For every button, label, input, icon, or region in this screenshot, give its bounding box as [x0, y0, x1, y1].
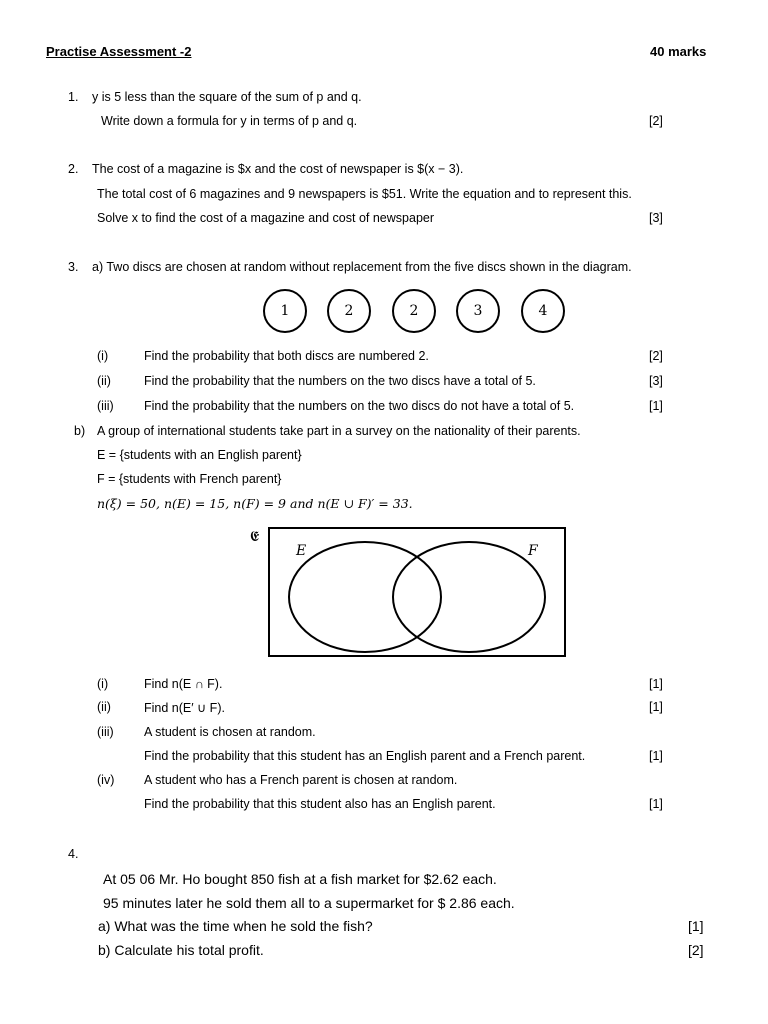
q3b-label: b)	[74, 424, 86, 438]
disc-4: 3	[456, 289, 500, 333]
q3b-iv-label: (iv)	[97, 773, 115, 787]
q3b-i-text: Find n(E ∩ F).	[144, 677, 223, 691]
total-marks: 40 marks	[650, 44, 707, 59]
disc-5: 4	[521, 289, 565, 333]
q3b-i-mark: [1]	[649, 677, 663, 691]
q2-line2: The total cost of 6 magazines and 9 newspapers is $51. Write the equation and to represent this.	[97, 187, 632, 201]
q3b-iii-mark: [1]	[649, 749, 663, 763]
q2-line3: Solve x to find the cost of a magazine and cost of newspaper	[97, 211, 435, 225]
set-e-circle	[289, 542, 441, 652]
q3b-iv-text2: Find the probability that this student also has an English parent.	[144, 797, 496, 811]
set-e-label: E	[296, 543, 307, 559]
q4b-mark: [2]	[688, 942, 704, 958]
q1-line2: Write down a formula for y in terms of p and q.	[101, 114, 358, 128]
q1-mark: [2]	[649, 114, 663, 128]
q3b-intro: A group of international students take part in a survey on the nationality of their parents.	[97, 424, 581, 438]
q4-line1: At 05 06 Mr. Ho bought 850 fish at a fish market for $2.62 each.	[103, 871, 497, 887]
venn-diagram	[248, 524, 570, 660]
q1-line1: y is 5 less than the square of the sum of p and q.	[92, 90, 362, 104]
q3b-iii-text: A student is chosen at random.	[144, 725, 316, 739]
disc-3: 2	[392, 289, 436, 333]
q3a-ii-text: Find the probability that the numbers on the two discs have a total of 5.	[144, 374, 536, 388]
q3-number: 3.	[68, 260, 79, 274]
q3a-i-text: Find the probability that both discs are numbered 2.	[144, 349, 429, 363]
q3b-iv-text: A student who has a French parent is chosen at random.	[144, 773, 458, 787]
q4-number: 4.	[68, 847, 79, 861]
q4-line2: 95 minutes later he sold them all to a supermarket for $ 2.86 each.	[103, 895, 515, 911]
q3a-iii-label: (iii)	[97, 399, 114, 413]
q3a-iii-mark: [1]	[649, 399, 663, 413]
q3a-iii-text: Find the probability that the numbers on the two discs do not have a total of 5.	[144, 399, 575, 413]
q3b-iv-mark: [1]	[649, 797, 663, 811]
q3b-i-label: (i)	[97, 677, 109, 691]
q3a-i-mark: [2]	[649, 349, 663, 363]
q3b-ii-mark: [1]	[649, 700, 663, 714]
disc-2: 2	[327, 289, 371, 333]
q4b-text: b) Calculate his total profit.	[98, 942, 264, 958]
set-f-definition: F = {students with French parent}	[97, 472, 282, 486]
q2-mark: [3]	[649, 211, 663, 225]
set-e-definition: E = {students with an English parent}	[97, 448, 302, 462]
q3b-ii-label: (ii)	[97, 700, 111, 714]
disc-1: 1	[263, 289, 307, 333]
universal-set-symbol: 𝕰	[250, 529, 260, 545]
set-f-circle	[393, 542, 545, 652]
q3a-ii-mark: [3]	[649, 374, 663, 388]
q4a-mark: [1]	[688, 918, 704, 934]
q3a-i-label: (i)	[97, 349, 109, 363]
given-values: n(ξ) = 50, n(E) = 15, n(F) = 9 and n(E ∪ F)′ = 33.	[97, 496, 413, 511]
set-f-label: F	[528, 543, 538, 559]
q4a-text: a) What was the time when he sold the fish?	[98, 918, 373, 934]
q3a-ii-label: (ii)	[97, 374, 111, 388]
q3b-iii-text2: Find the probability that this student has an English parent and a French parent.	[144, 749, 586, 763]
page-title: Practise Assessment -2	[46, 44, 192, 59]
q1-number: 1.	[68, 90, 79, 104]
q3a-intro: a) Two discs are chosen at random without replacement from the five discs shown in the diagram.	[92, 260, 632, 274]
q2-line1: The cost of a magazine is $x and the cost of newspaper is $(x − 3).	[92, 162, 464, 176]
q2-number: 2.	[68, 162, 79, 176]
q3b-ii-text: Find n(E′ ∪ F).	[144, 701, 225, 715]
q3b-iii-label: (iii)	[97, 725, 114, 739]
